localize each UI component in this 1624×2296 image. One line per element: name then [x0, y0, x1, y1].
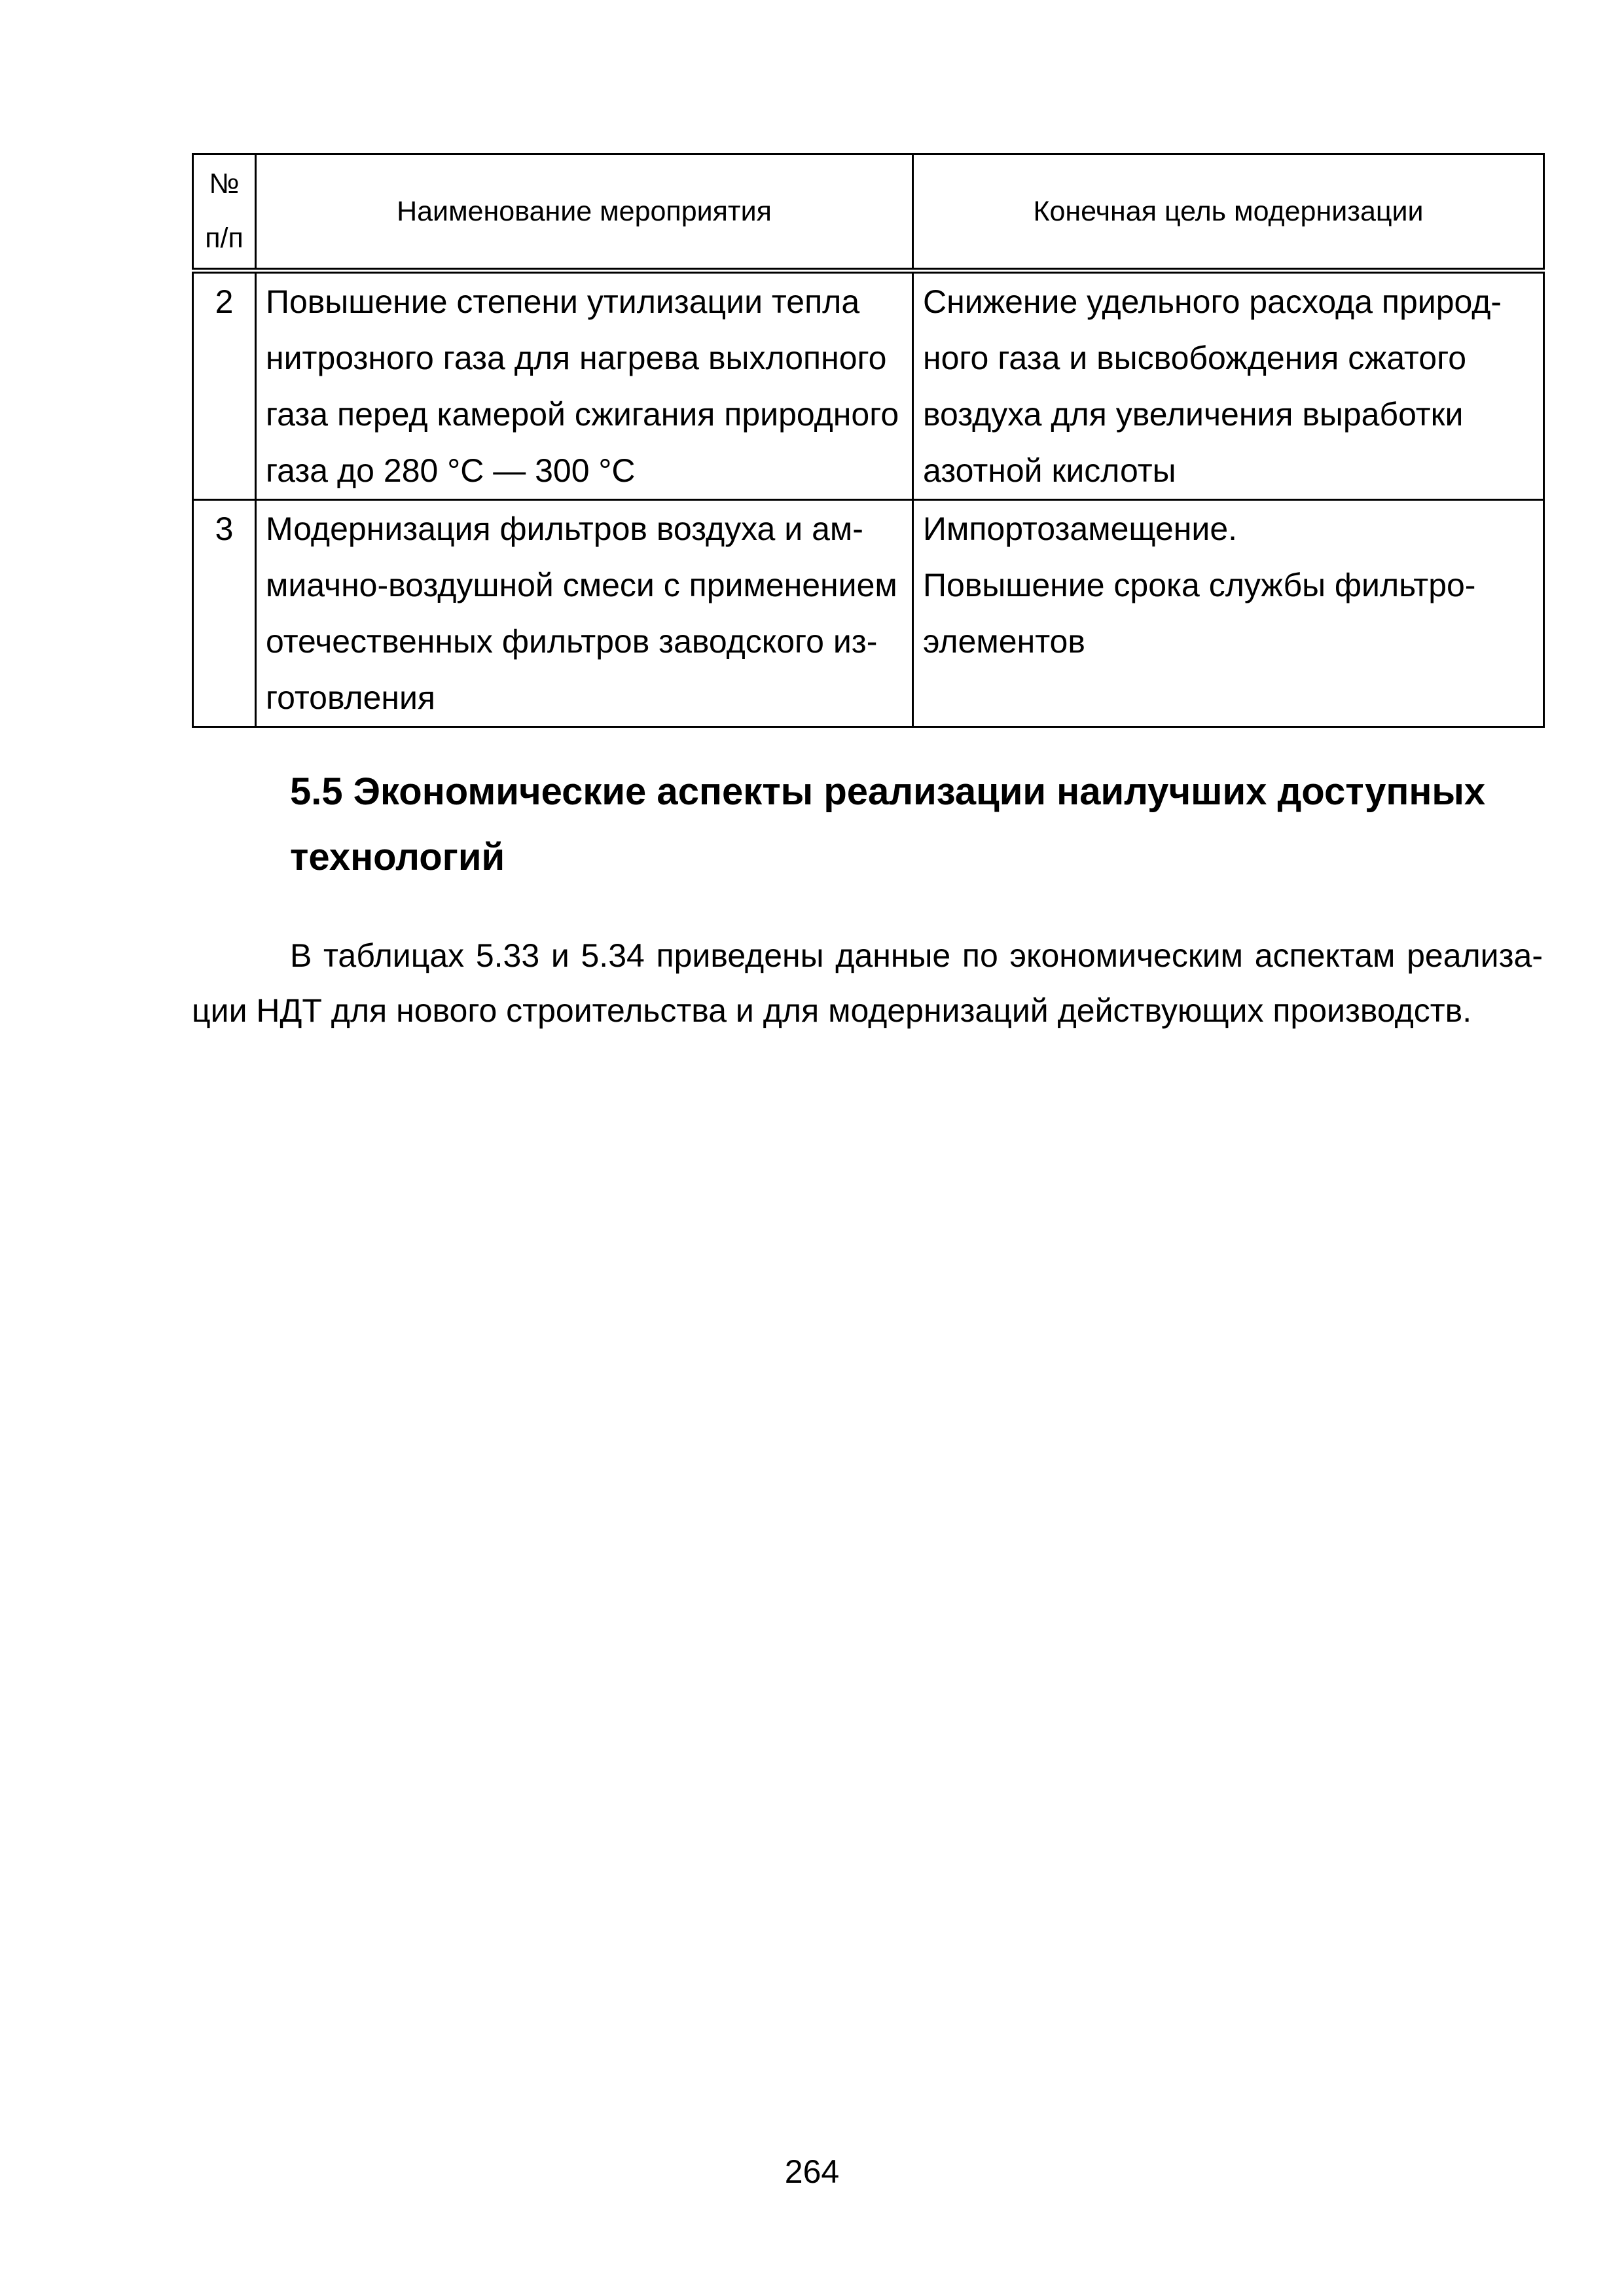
header-measure-name: Наименование мероприятия: [256, 154, 913, 271]
measure-name-line: готовления: [266, 679, 436, 716]
final-goal-line: элементов: [923, 623, 1085, 660]
table-row: [193, 271, 1544, 500]
final-goal-line: воздуха для увеличения выработки: [923, 396, 1464, 433]
section-heading: [290, 759, 1547, 890]
paragraph-line: ции НДТ для нового строительства и для модернизаций действующих производств.: [192, 992, 1472, 1029]
measure-name-line: отечественных фильтров заводского из-: [266, 623, 878, 660]
measure-name-cell: [256, 271, 913, 500]
header-number-symbol: №: [209, 168, 240, 200]
section-heading-line: 5.5 Экономические аспекты реализации наилучших доступных: [290, 770, 1486, 813]
final-goal-line: Импортозамещение.: [923, 511, 1238, 547]
body-paragraph: [192, 928, 1543, 1038]
row-number: 3: [193, 500, 256, 727]
final-goal-cell: [913, 271, 1544, 500]
measure-name-cell: [256, 500, 913, 727]
header-number-abbrev: п/п: [205, 223, 244, 254]
final-goal-line: азотной кислоты: [923, 452, 1176, 489]
measure-name-line: миачно-воздушной смеси с применением: [266, 567, 897, 603]
table-header-row: [193, 154, 1544, 271]
measure-name-line: нитрозного газа для нагрева выхлопного: [266, 340, 887, 376]
final-goal-line: Снижение удельного расхода природ-: [923, 283, 1502, 320]
final-goal-line: ного газа и высвобождения сжатого: [923, 340, 1467, 376]
measure-name-line: Повышение степени утилизации тепла: [266, 283, 860, 320]
page-number: 264: [784, 2153, 840, 2190]
modernization-measures-table: [192, 153, 1545, 728]
measure-name-line: Модернизация фильтров воздуха и ам-: [266, 511, 863, 547]
section-heading-line: технологий: [290, 836, 505, 878]
final-goal-cell: [913, 500, 1544, 727]
paragraph-line: В таблицах 5.33 и 5.34 приведены данные по экономическим аспектам реализа-: [290, 937, 1543, 974]
measure-name-line: газа перед камерой сжигания природного: [266, 396, 899, 433]
measure-name-line: газа до 280 °С — 300 °С: [266, 452, 636, 489]
table-row: [193, 500, 1544, 727]
row-number: 2: [193, 271, 256, 500]
header-number: [193, 154, 256, 271]
final-goal-line: Повышение срока службы фильтро-: [923, 567, 1476, 603]
header-final-goal: Конечная цель модернизации: [913, 154, 1544, 271]
